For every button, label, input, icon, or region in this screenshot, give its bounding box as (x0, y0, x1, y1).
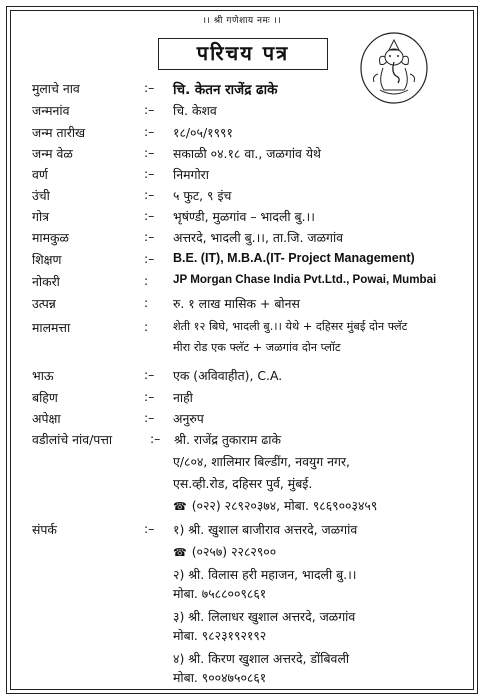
value: B.E. (IT), M.B.A.(IT- Project Management) (173, 251, 415, 265)
father-name: श्री. राजेंद्र तुकाराम ढाके (174, 432, 281, 447)
separator: :– (144, 251, 155, 266)
page-title: परिचय पत्र (158, 38, 328, 70)
contact-1-phone-text: (०२५७) २२८२९०० (191, 544, 277, 559)
label: भाऊ (32, 368, 54, 383)
label: गोत्र (32, 209, 50, 224)
value: JP Morgan Chase India Pvt.Ltd., Powai, Mumbai (173, 273, 437, 286)
label: बहिण (32, 390, 58, 405)
separator: :– (144, 166, 155, 181)
separator: :– (144, 124, 155, 139)
invocation-text: ।। श्री गणेशाय नमः ।। (202, 16, 282, 26)
separator: :– (144, 80, 155, 95)
separator: :– (144, 410, 155, 425)
value: ५ फुट, ९ इंच (173, 188, 232, 203)
contact-3-mobile: मोबा. ९८२३१९२१९२ (173, 628, 267, 643)
father-phone-text: (०२२) २८९२०३७४, मोबा. ९८६९००३४५९ (191, 498, 378, 513)
label: मामकुळ (32, 230, 69, 245)
label: मालमत्ता (32, 320, 71, 335)
value: सकाळी ०४.१८ वा., जळगांव येथे (173, 146, 321, 161)
separator: :– (150, 431, 161, 446)
label: संपर्क (32, 522, 57, 537)
value: एक (अविवाहीत), C.A. (173, 368, 283, 383)
contact-3-name: ३) श्री. लिलाधर खुशाल अत्तरदे, जळगांव (173, 609, 356, 624)
label: शिक्षण (32, 252, 62, 267)
value: चि. केतन राजेंद्र ढाके (173, 82, 278, 98)
contact-1-name: १) श्री. खुशाल बाजीराव अत्तरदे, जळगांव (173, 522, 358, 537)
contact-1-phone (173, 543, 276, 560)
separator: :– (144, 145, 155, 160)
value: रु. १ लाख मासिक + बोनस (173, 296, 300, 311)
separator: :– (144, 389, 155, 404)
separator: : (144, 295, 149, 310)
father-address-line2: एस.व्ही.रोड, दहिसर पुर्व, मुंबई. (173, 476, 313, 491)
contact-2-mobile: मोबा. ७५८८००९८६१ (173, 586, 267, 601)
label: जन्मनांव (32, 103, 70, 118)
value: नाही (173, 390, 193, 405)
contact-4-mobile: मोबा. ९००४७५०८६१ (173, 670, 267, 685)
value: चि. केशव (173, 103, 217, 118)
label: मुलाचे नाव (32, 81, 80, 96)
label: उंची (32, 188, 50, 203)
father-address-line1: ए/८०४, शालिमार बिल्डींग, नवयुग नगर, (173, 454, 351, 469)
label: जन्म तारीख (32, 125, 86, 140)
label: वर्ण (32, 167, 48, 182)
separator: :– (144, 187, 155, 202)
telephone-icon: ☎ (173, 500, 187, 513)
separator: : (144, 319, 149, 334)
value: १८/०५/१९९१ (173, 125, 233, 140)
contact-2-name: २) श्री. विलास हरी महाजन, भादली बु.।। (173, 567, 357, 582)
value: निमगोरा (173, 167, 209, 182)
label: वडीलांचे नांव/पत्ता (32, 432, 113, 447)
separator: :– (144, 367, 155, 382)
label: उत्पन्न (32, 296, 56, 311)
separator: :– (144, 102, 155, 117)
label: अपेक्षा (32, 411, 61, 426)
value: मीरा रोड एक फ्लॅट + जळगांव दोन प्लॉट (173, 341, 341, 354)
contact-4-name: ४) श्री. किरण खुशाल अत्तरदे, डोंबिवली (173, 651, 350, 666)
separator: :– (144, 521, 155, 536)
label: नोकरी (32, 274, 60, 289)
separator: : (144, 273, 149, 288)
separator: :– (144, 229, 155, 244)
label: जन्म वेळ (32, 146, 73, 161)
separator: :– (144, 208, 155, 223)
value: शेती १२ बिघे, भादली बु.।। येथे + दहिसर मुंबई दोन फ्लॅट (173, 320, 408, 333)
value: भृषंण्डी, मुळगांव – भादली बु.।। (173, 209, 315, 224)
value: अनुरुप (173, 411, 204, 426)
telephone-icon: ☎ (173, 546, 187, 559)
ganesh-emblem-icon (358, 30, 430, 106)
value: अत्तरदे, भादली बु.।।, ता.जि. जळगांव (173, 230, 344, 245)
father-phone (173, 497, 377, 514)
